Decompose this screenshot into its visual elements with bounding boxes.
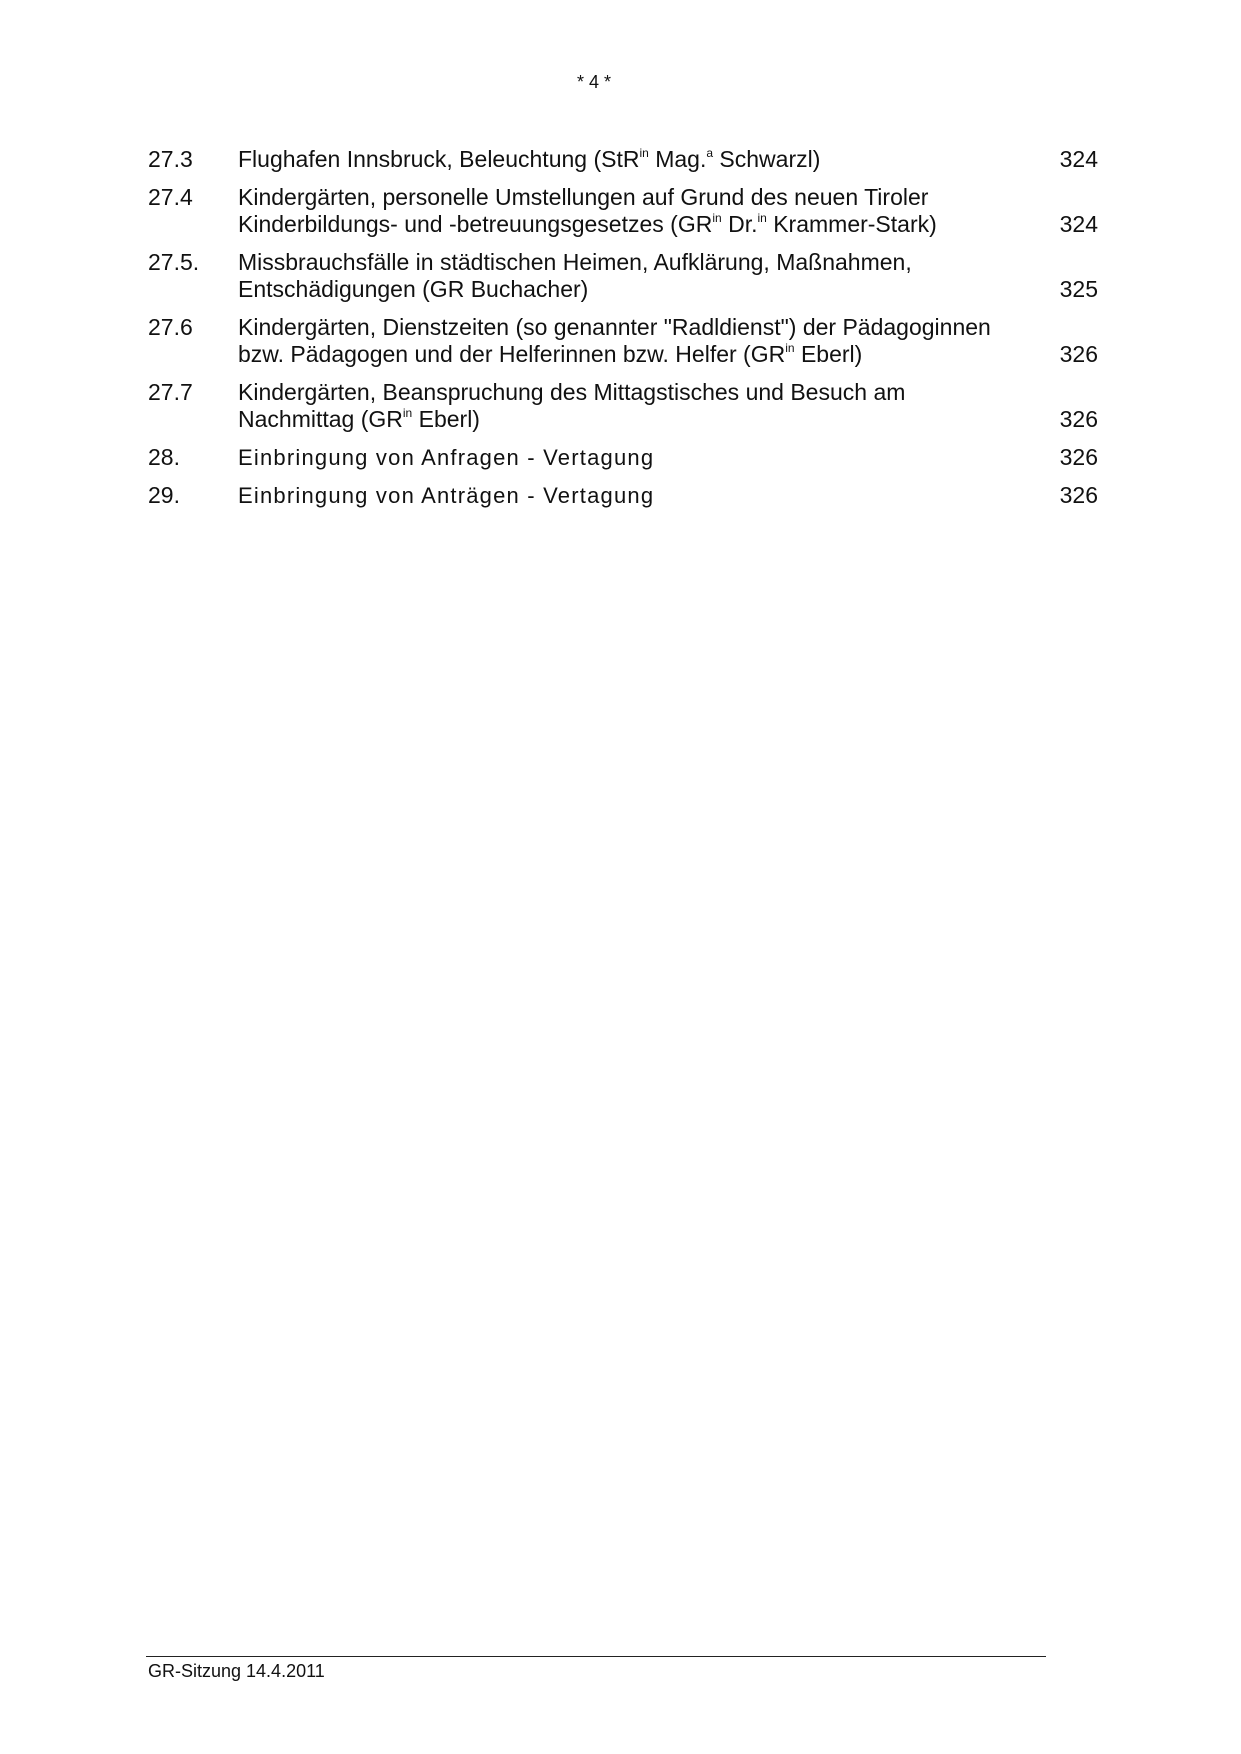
toc-entry-title-line [238,249,1018,276]
footer-text: GR-Sitzung 14.4.2011 [148,1661,325,1681]
toc-entry-title-line [238,184,1018,211]
title-text: Eberl) [412,406,480,432]
title-text: bzw. Pädagogen und der Helferinnen bzw. Helfer (GR [238,341,786,367]
title-text: Kindergärten, Beanspruchung des Mittagstisches und Besuch am [238,379,906,405]
toc-entry-title-line [238,211,1018,238]
title-text: Eberl) [794,341,863,367]
toc-entry-page: 326 [1059,341,1098,367]
toc-entry-title [238,314,1018,368]
toc-entry-title [238,249,1018,303]
toc-entry [148,482,1098,509]
title-superscript: in [785,341,795,355]
title-text: Schwarzl) [713,146,821,172]
title-text: Nachmittag (GR [238,406,403,432]
title-text: Entschädigungen (GR Buchacher) [238,276,589,302]
toc-entry-page: 325 [1059,276,1098,302]
toc-entry-title-line [238,482,1018,509]
toc-entry-page: 326 [1059,482,1098,508]
table-of-contents [148,146,1098,520]
title-text: Einbringung von Anträgen - Vertagung [238,483,655,508]
title-superscript: in [402,406,413,420]
toc-entry-title [238,184,1018,238]
toc-entry-number: 27.3 [148,146,193,172]
toc-entry-title-line [238,276,1018,303]
toc-entry [148,249,1098,303]
title-text: Kindergärten, personelle Umstellungen auf Grund des neuen Tiroler [238,184,929,210]
title-text: Krammer-Stark) [766,211,937,237]
toc-entry-title-line [238,146,1018,173]
toc-entry-title-line [238,341,1018,368]
toc-entry-title-line [238,406,1018,433]
toc-entry-page: 324 [1059,211,1098,237]
footer-divider [146,1656,1046,1657]
title-text: Dr. [721,211,758,237]
toc-entry-title [238,482,1018,509]
toc-entry-title-line [238,314,1018,341]
toc-entry-page: 324 [1059,146,1098,172]
toc-entry [148,184,1098,238]
toc-entry-number: 27.7 [148,379,193,405]
title-superscript: in [712,211,722,225]
toc-entry-title-line [238,379,1018,406]
title-superscript: in [757,211,767,225]
toc-entry [148,146,1098,173]
title-text: Einbringung von Anfragen - Vertagung [238,445,655,470]
title-superscript: in [639,146,649,160]
title-text: Missbrauchsfälle in städtischen Heimen, Aufklärung, Maßnahmen, [238,249,912,275]
toc-entry [148,314,1098,368]
toc-entry-page: 326 [1059,444,1098,470]
toc-entry-number: 27.4 [148,184,193,210]
page-number: * 4 * [576,72,612,92]
toc-entry-number: 28. [148,444,180,470]
toc-entry-number: 27.6 [148,314,193,340]
title-text: Flughafen Innsbruck, Beleuchtung (StR [238,146,640,172]
toc-entry-number: 29. [148,482,180,508]
toc-entry-page: 326 [1059,406,1098,432]
title-text: Mag. [648,146,707,172]
toc-entry [148,444,1098,471]
toc-entry-title [238,444,1018,471]
toc-entry-title [238,146,1018,173]
title-text: Kinderbildungs- und -betreuungsgesetzes (GR [238,211,713,237]
toc-entry-title-line [238,444,1018,471]
toc-entry-number: 27.5. [148,249,200,275]
title-text: Kindergärten, Dienstzeiten (so genannter "Radldienst") der Pädagoginnen [238,314,991,340]
toc-entry-title [238,379,1018,433]
title-superscript: a [706,146,714,160]
toc-entry [148,379,1098,433]
